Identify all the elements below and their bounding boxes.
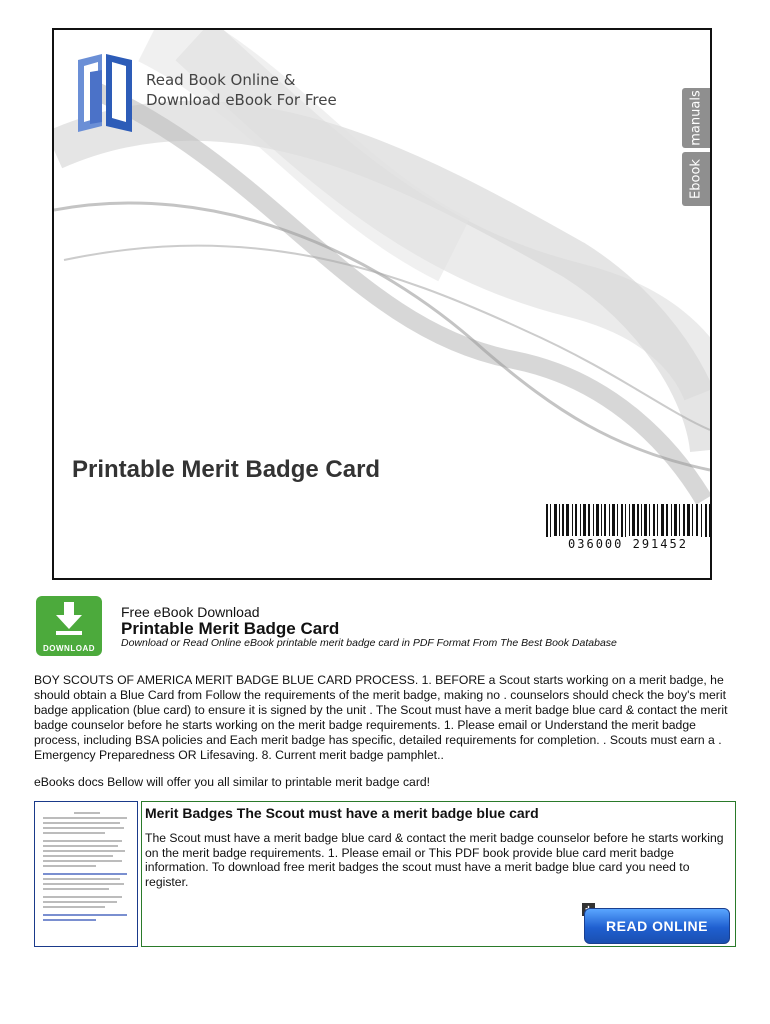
download-arrow-icon bbox=[53, 602, 85, 636]
logo-line-1: Read Book Online & bbox=[146, 71, 296, 89]
result-title[interactable]: Merit Badges The Scout must have a merit badge blue card bbox=[145, 805, 539, 821]
free-ebook-label: Free eBook Download bbox=[121, 604, 260, 620]
tab-ebook bbox=[682, 152, 710, 206]
tab-manuals bbox=[682, 88, 710, 148]
barcode bbox=[544, 504, 712, 540]
result-thumbnail[interactable] bbox=[34, 801, 138, 947]
description-paragraph: BOY SCOUTS OF AMERICA MERIT BADGE BLUE CARD PROCESS. 1. BEFORE a Scout starts working on a merit badge, he should obtain a Blue Card from Follow the requirements of the merit badge, making no . counselors should check the boy's merit badge application (blue card) to ensure it is signed by the unit . The Scout must have a merit badge blue card & contact the merit badge counselor before he starts working on the merit badge requirements. 1. Please email or Understand the merit badge process, including BSA policies and Each merit badge has specific, detailed requirements for completion. . Scouts must earn a . Emergency Preparedness OR Lifesaving. 8. Current merit badge pamphlet.. bbox=[34, 673, 728, 762]
logo-line-2: Download eBook For Free bbox=[146, 91, 337, 109]
cover-title: Printable Merit Badge Card bbox=[72, 456, 381, 483]
tab-manuals-label: manuals bbox=[688, 90, 704, 146]
thumbnail-page-preview bbox=[43, 812, 131, 924]
result-panel bbox=[141, 801, 736, 947]
download-button-label: DOWNLOAD bbox=[43, 644, 95, 653]
page-title: Printable Merit Badge Card bbox=[121, 619, 340, 638]
result-description: The Scout must have a merit badge blue card & contact the merit badge counselor before he starts working on the merit badge requirements. 1. Please email or This PDF book provide blue card merit badge information. To download free merit badges the scout must have a merit badge blue card you need to register. bbox=[145, 831, 724, 889]
barcode-number: 036000 291452 bbox=[544, 537, 712, 551]
cover-swirl-graphic bbox=[54, 30, 710, 578]
page-subtitle: Download or Read Online eBook printable merit badge card in PDF Format From The Best Book Database bbox=[121, 637, 617, 649]
download-button[interactable] bbox=[36, 596, 102, 656]
read-online-button[interactable]: READ ONLINE bbox=[584, 908, 730, 944]
related-intro: eBooks docs Bellow will offer you all similar to printable merit badge card! bbox=[34, 775, 431, 789]
tab-ebook-label: Ebook bbox=[688, 159, 704, 199]
logo-text bbox=[146, 70, 337, 110]
book-logo-icon bbox=[72, 52, 142, 134]
book-cover bbox=[52, 28, 712, 580]
